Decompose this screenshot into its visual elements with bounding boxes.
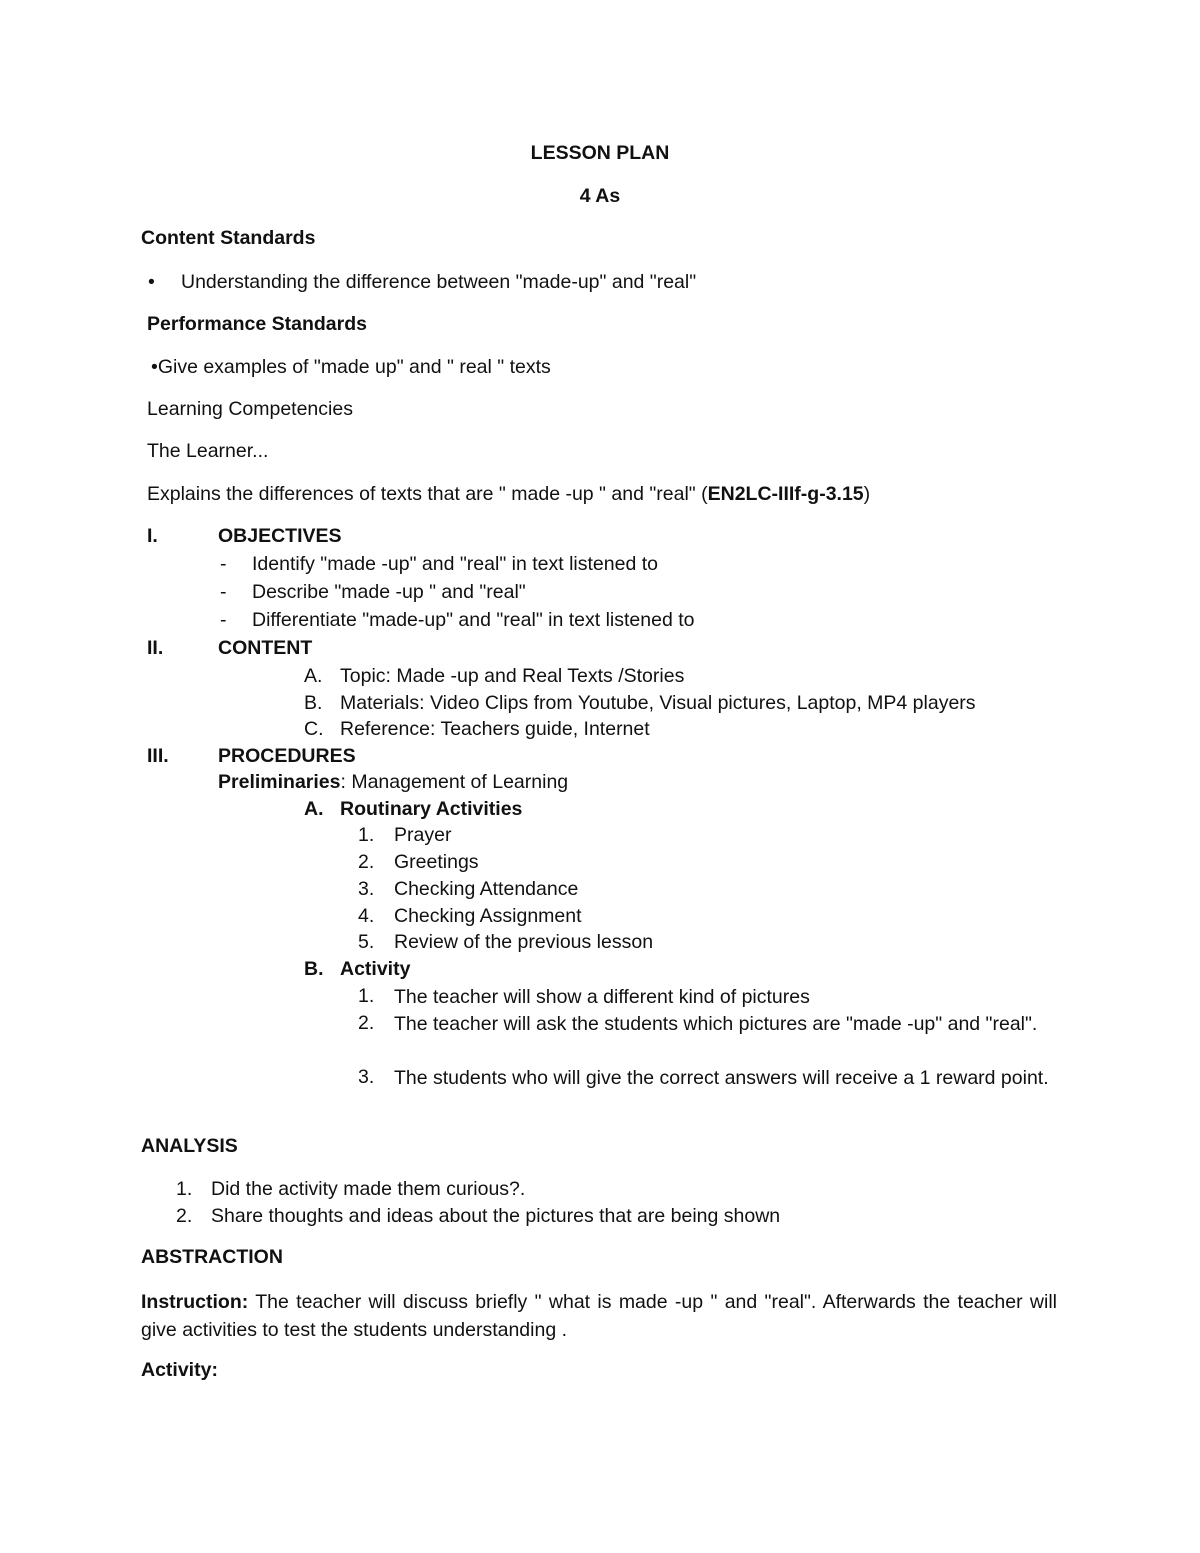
objectives-heading: OBJECTIVES <box>218 525 342 547</box>
list-number: 1. <box>358 824 375 846</box>
content-heading: CONTENT <box>218 637 313 659</box>
activity-item: The students who will give the correct answers will receive a 1 reward point. <box>394 1067 1049 1089</box>
list-number: 4. <box>358 905 375 927</box>
objective-item: Describe "made -up " and "real" <box>252 581 526 603</box>
list-number: 2. <box>358 1012 375 1034</box>
performance-standard-item: •Give examples of "made up" and " real " texts <box>151 356 551 378</box>
routinary-item: Checking Attendance <box>394 878 579 900</box>
bullet: • <box>148 271 155 293</box>
list-number: 1. <box>176 1178 193 1200</box>
list-marker: B. <box>304 958 324 980</box>
competency-description: Explains the differences of texts that are " made -up " and "real" ( <box>147 483 708 505</box>
section-number: III. <box>147 745 169 767</box>
dash-marker: - <box>220 609 227 631</box>
list-marker: B. <box>304 692 323 714</box>
activity-item: The teacher will ask the students which pictures are "made -up" and "real". <box>394 1013 1038 1035</box>
activity-label: Activity: <box>141 1359 218 1381</box>
content-standards-heading: Content Standards <box>141 227 316 249</box>
content-item: Topic: Made -up and Real Texts /Stories <box>340 665 685 687</box>
content-item: Reference: Teachers guide, Internet <box>340 718 650 740</box>
routinary-item: Greetings <box>394 851 479 873</box>
routinary-item: Prayer <box>394 824 452 846</box>
routinary-item: Checking Assignment <box>394 905 582 927</box>
list-marker: C. <box>304 718 324 740</box>
dash-marker: - <box>220 581 227 603</box>
routinary-item: Review of the previous lesson <box>394 931 654 953</box>
abstraction-heading: ABSTRACTION <box>141 1246 283 1268</box>
list-number: 5. <box>358 931 375 953</box>
content-item: Materials: Video Clips from Youtube, Visual pictures, Laptop, MP4 players <box>340 692 976 714</box>
content-standard-item: Understanding the difference between "made-up" and "real" <box>181 271 697 293</box>
activity-item: The teacher will show a different kind of pictures <box>394 986 810 1008</box>
competency-text <box>147 482 870 506</box>
analysis-heading: ANALYSIS <box>141 1135 238 1157</box>
section-number: II. <box>147 637 164 659</box>
preliminaries-line <box>218 770 568 794</box>
learning-competencies-heading: Learning Competencies <box>147 398 353 420</box>
preliminaries-label: Preliminaries <box>218 771 341 793</box>
activity-heading: Activity <box>340 958 411 980</box>
performance-standards-heading: Performance Standards <box>147 313 367 335</box>
competency-close: ) <box>863 483 871 505</box>
instruction-text: The teacher will discuss briefly " what is made -up " and "real". Afterwards the teacher will give activities to test the students understanding . <box>141 1291 1057 1341</box>
document-subtitle: 4 As <box>579 185 621 207</box>
instruction-label: Instruction: <box>141 1291 249 1313</box>
list-marker: A. <box>304 798 324 820</box>
list-number: 1. <box>358 985 375 1007</box>
objective-item: Identify "made -up" and "real" in text listened to <box>252 553 658 575</box>
preliminaries-text: : Management of Learning <box>340 771 569 793</box>
learner-label: The Learner... <box>147 440 269 462</box>
document-title: LESSON PLAN <box>530 142 670 164</box>
list-marker: A. <box>304 665 323 687</box>
competency-code: EN2LC-IIIf-g-3.15 <box>707 483 864 505</box>
analysis-item: Did the activity made them curious?. <box>211 1178 526 1200</box>
routinary-heading: Routinary Activities <box>340 798 523 820</box>
analysis-item: Share thoughts and ideas about the pictures that are being shown <box>211 1205 781 1227</box>
objective-item: Differentiate "made-up" and "real" in text listened to <box>252 609 695 631</box>
list-number: 3. <box>358 1066 375 1088</box>
dash-marker: - <box>220 553 227 575</box>
instruction-paragraph <box>141 1288 1057 1344</box>
list-number: 2. <box>358 851 375 873</box>
list-number: 3. <box>358 878 375 900</box>
procedures-heading: PROCEDURES <box>218 745 356 767</box>
list-number: 2. <box>176 1205 193 1227</box>
section-number: I. <box>147 525 158 547</box>
